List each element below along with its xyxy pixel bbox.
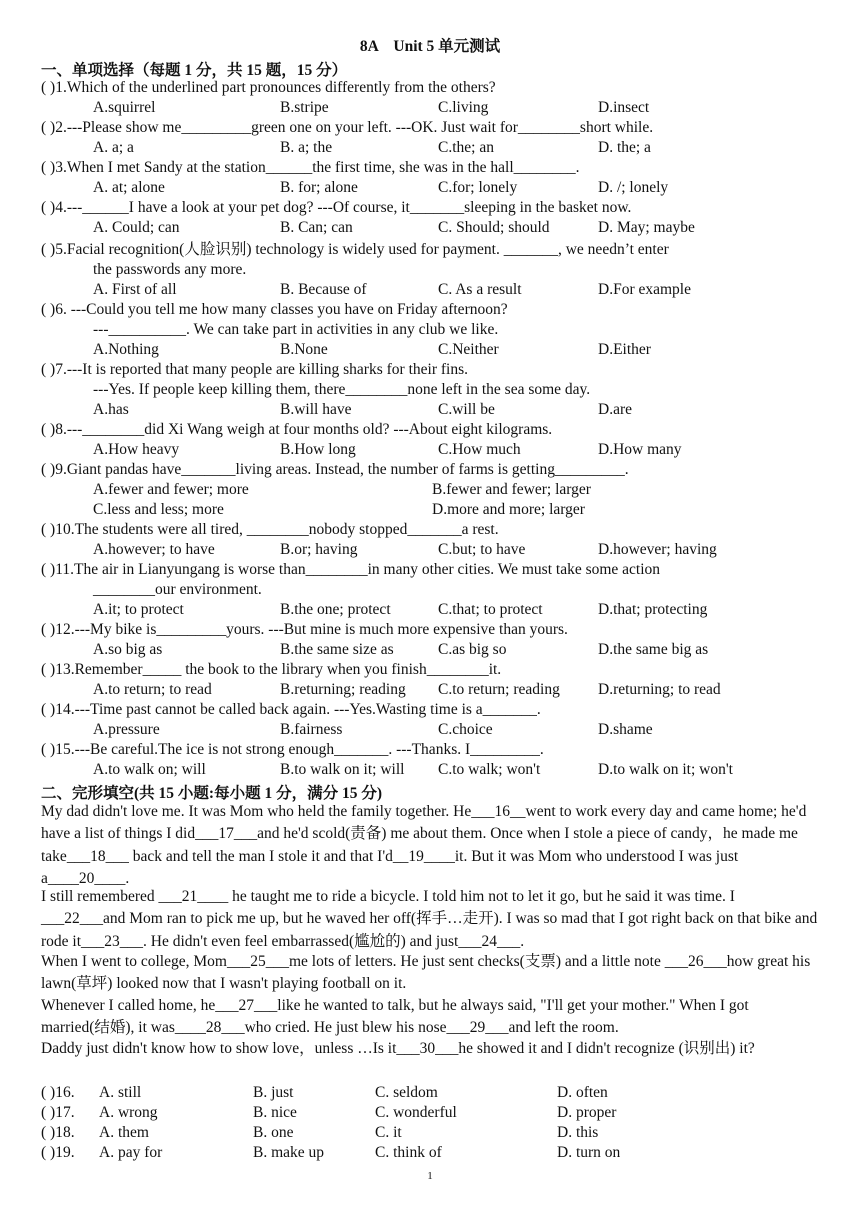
answer-option[interactable]: A.however; to have: [93, 541, 215, 558]
question-stem-continued: the passwords any more.: [93, 261, 247, 278]
cloze-question: [41, 1143, 821, 1163]
answer-option[interactable]: D.more and more; larger: [432, 501, 585, 518]
section-heading-single-choice: 一、单项选择（每题 1 分，共 15 题，15 分）: [41, 62, 348, 79]
answer-option[interactable]: C.the; an: [438, 139, 494, 156]
option-row: [93, 280, 833, 300]
answer-option[interactable]: A. a; a: [93, 139, 134, 156]
option-row: [93, 400, 833, 420]
answer-option[interactable]: D.insect: [598, 99, 650, 116]
answer-option[interactable]: B.None: [280, 341, 328, 358]
question-stem: ( )6. ---Could you tell me how many classes you have on Friday afternoon?: [41, 301, 508, 318]
answer-option[interactable]: C.to walk; won't: [438, 761, 541, 778]
question-stem: ( )15.---Be careful.The ice is not strong enough_______. ---Thanks. I_________.: [41, 741, 544, 758]
answer-option[interactable]: B. Can; can: [280, 219, 353, 236]
answer-option[interactable]: C.will be: [438, 401, 495, 418]
answer-option[interactable]: B.or; having: [280, 541, 358, 558]
option-row: [93, 500, 833, 520]
answer-option[interactable]: A. wrong: [99, 1104, 158, 1121]
answer-option[interactable]: A.it; to protect: [93, 601, 184, 618]
question-stem: ( )13.Remember_____ the book to the library when you finish________it.: [41, 661, 502, 678]
answer-option[interactable]: B.to walk on it; will: [280, 761, 405, 778]
option-row: [93, 218, 833, 238]
option-row: [93, 440, 833, 460]
question-stem: ( )10.The students were all tired, ________nobody stopped_______a rest.: [41, 521, 499, 538]
answer-option[interactable]: D.How many: [598, 441, 682, 458]
answer-option[interactable]: C. seldom: [375, 1084, 438, 1101]
question-stem: ( )9.Giant pandas have_______living areas. Instead, the number of farms is getting_________.: [41, 461, 629, 478]
question-stem: ( )8.---________did Xi Wang weigh at four months old? ---About eight kilograms.: [41, 421, 553, 438]
answer-option[interactable]: A.to walk on; will: [93, 761, 206, 778]
answer-option[interactable]: A.pressure: [93, 721, 160, 738]
answer-option[interactable]: D.returning; to read: [598, 681, 721, 698]
cloze-question: [41, 1123, 821, 1143]
answer-option[interactable]: A.so big as: [93, 641, 163, 658]
section-heading-cloze: 二、完形填空(共 15 小题:每小题 1 分，满分 15 分): [41, 785, 382, 802]
answer-option[interactable]: B.the one; protect: [280, 601, 391, 618]
answer-option[interactable]: D. the; a: [598, 139, 651, 156]
answer-option[interactable]: D.For example: [598, 281, 691, 298]
answer-option[interactable]: C. wonderful: [375, 1104, 457, 1121]
question-stem: ( )1.Which of the underlined part pronounces differently from the others?: [41, 79, 496, 96]
answer-option[interactable]: C. think of: [375, 1144, 442, 1161]
option-row: [93, 178, 833, 198]
option-row: [93, 680, 833, 700]
answer-option[interactable]: D.shame: [598, 721, 653, 738]
answer-option[interactable]: D.to walk on it; won't: [598, 761, 733, 778]
option-row: [93, 480, 833, 500]
answer-option[interactable]: B. one: [253, 1124, 294, 1141]
cloze-number: ( )17.: [41, 1104, 75, 1121]
answer-option[interactable]: D. May; maybe: [598, 219, 695, 236]
answer-option[interactable]: B. for; alone: [280, 179, 358, 196]
answer-option[interactable]: B.fairness: [280, 721, 343, 738]
answer-option[interactable]: A. them: [99, 1124, 149, 1141]
cloze-number: ( )18.: [41, 1124, 75, 1141]
page-title: 8A Unit 5 单元测试: [359, 38, 501, 55]
answer-option[interactable]: C. it: [375, 1124, 402, 1141]
cloze-number: ( )19.: [41, 1144, 75, 1161]
question-stem: ( )7.---It is reported that many people are killing sharks for their fins.: [41, 361, 468, 378]
option-row: [93, 720, 833, 740]
answer-option[interactable]: B. nice: [253, 1104, 297, 1121]
answer-option[interactable]: C. Should; should: [438, 219, 550, 236]
passage-paragraph: My dad didn't love me. It was Mom who held the family together. He___16__went to work every day and came home; he'd have a list of things I did___17___and he'd scold(责备) me about them. Once when I stole a piece of candy，he made me take___18___ back and tell the man I stole it and that I'd__19____it. But it was Mom who understood I was just a____20____.: [41, 803, 807, 887]
answer-option[interactable]: C.that; to protect: [438, 601, 543, 618]
answer-option[interactable]: D.however; having: [598, 541, 717, 558]
option-row: [93, 340, 833, 360]
passage-paragraph: When I went to college, Mom___25___me lots of letters. He just sent checks(支票) and a little note ___26___how great his lawn(草坪) looked now that I wasn't playing football on it.: [41, 953, 811, 993]
answer-option[interactable]: C.but; to have: [438, 541, 526, 558]
answer-option[interactable]: A. pay for: [99, 1144, 163, 1161]
option-row: [93, 540, 833, 560]
answer-option[interactable]: A.to return; to read: [93, 681, 212, 698]
question-stem: ( )14.---Time past cannot be called back again. ---Yes.Wasting time is a_______.: [41, 701, 541, 718]
answer-option[interactable]: A.fewer and fewer; more: [93, 481, 249, 498]
answer-option[interactable]: B. a; the: [280, 139, 333, 156]
answer-option[interactable]: B.fewer and fewer; larger: [432, 481, 591, 498]
question-stem-continued: ---__________. We can take part in activities in any club we like.: [93, 321, 499, 338]
answer-option[interactable]: B.How long: [280, 441, 356, 458]
answer-option[interactable]: A.has: [93, 401, 129, 418]
answer-option[interactable]: C.Neither: [438, 341, 499, 358]
passage-paragraph: I still remembered ___21____ he taught me to ride a bicycle. I told him not to let it go, but he said it was time. I ___22___and Mom ran to pick me up, but he waved her off(挥手…走开). I was so mad that I got right back on that bike and rode it___23___. He didn't even feel embarrassed(尴尬的) and just___24___.: [41, 888, 818, 950]
question-stem: ( )2.---Please show me_________green one on your left. ---OK. Just wait for________short while.: [41, 119, 654, 136]
question-stem: ( )12.---My bike is_________yours. ---But mine is much more expensive than yours.: [41, 621, 568, 638]
answer-option[interactable]: C.living: [438, 99, 489, 116]
answer-option[interactable]: A. still: [99, 1084, 142, 1101]
answer-option[interactable]: D.that; protecting: [598, 601, 708, 618]
answer-option[interactable]: A. Could; can: [93, 219, 180, 236]
question-stem: ( )11.The air in Lianyungang is worse than________in many other cities. We must take some action: [41, 561, 661, 578]
cloze-question: [41, 1103, 821, 1123]
option-row: [93, 640, 833, 660]
cloze-question: [41, 1083, 821, 1103]
page-number: 1: [427, 1170, 433, 1182]
answer-option[interactable]: B.will have: [280, 401, 352, 418]
answer-option[interactable]: B. Because of: [280, 281, 367, 298]
question-stem-continued: ________our environment.: [93, 581, 262, 598]
passage-paragraph: Daddy just didn't know how to show love，unless …Is it___30___he showed it and I didn't recognize (识别出) it?: [41, 1040, 755, 1057]
answer-option[interactable]: C.as big so: [438, 641, 507, 658]
answer-option[interactable]: D. proper: [557, 1104, 617, 1121]
answer-option[interactable]: A. First of all: [93, 281, 177, 298]
answer-option[interactable]: A.How heavy: [93, 441, 180, 458]
answer-option[interactable]: C.for; lonely: [438, 179, 518, 196]
passage-paragraph: Whenever I called home, he___27___like he wanted to talk, but he always said, "I'll get your mother." When I got married(结婚), it was____28___who cried. He just blew his nose___29___and left the room.: [41, 997, 749, 1037]
question-stem: ( )3.When I met Sandy at the station______the first time, she was in the hall________.: [41, 159, 580, 176]
cloze-number: ( )16.: [41, 1084, 75, 1101]
option-row: [93, 138, 833, 158]
answer-option[interactable]: D.are: [598, 401, 632, 418]
answer-option[interactable]: C.less and less; more: [93, 501, 224, 518]
answer-option[interactable]: D.Either: [598, 341, 651, 358]
answer-option[interactable]: C.How much: [438, 441, 521, 458]
answer-option[interactable]: A.Nothing: [93, 341, 159, 358]
answer-option[interactable]: B.returning; reading: [280, 681, 406, 698]
answer-option[interactable]: D.the same big as: [598, 641, 709, 658]
answer-option[interactable]: D. often: [557, 1084, 608, 1101]
option-row: [93, 98, 833, 118]
question-stem: ( )5.Facial recognition(人脸识别) technology is widely used for payment. _______, we needn’t enter: [41, 241, 669, 258]
question-stem: ( )4.---______I have a look at your pet dog? ---Of course, it_______sleeping in the basket now.: [41, 199, 632, 216]
answer-option[interactable]: C.to return; reading: [438, 681, 560, 698]
option-row: [93, 600, 833, 620]
answer-option[interactable]: B.stripe: [280, 99, 329, 116]
option-row: [93, 760, 833, 780]
answer-option[interactable]: C. As a result: [438, 281, 522, 298]
answer-option[interactable]: D. turn on: [557, 1144, 621, 1161]
answer-option[interactable]: D. /; lonely: [598, 179, 669, 196]
answer-option[interactable]: C.choice: [438, 721, 493, 738]
answer-option[interactable]: B. just: [253, 1084, 294, 1101]
answer-option[interactable]: A.squirrel: [93, 99, 156, 116]
question-stem-continued: ---Yes. If people keep killing them, there________none left in the sea some day.: [93, 381, 591, 398]
answer-option[interactable]: B.the same size as: [280, 641, 394, 658]
answer-option[interactable]: B. make up: [253, 1144, 325, 1161]
answer-option[interactable]: D. this: [557, 1124, 599, 1141]
answer-option[interactable]: A. at; alone: [93, 179, 165, 196]
